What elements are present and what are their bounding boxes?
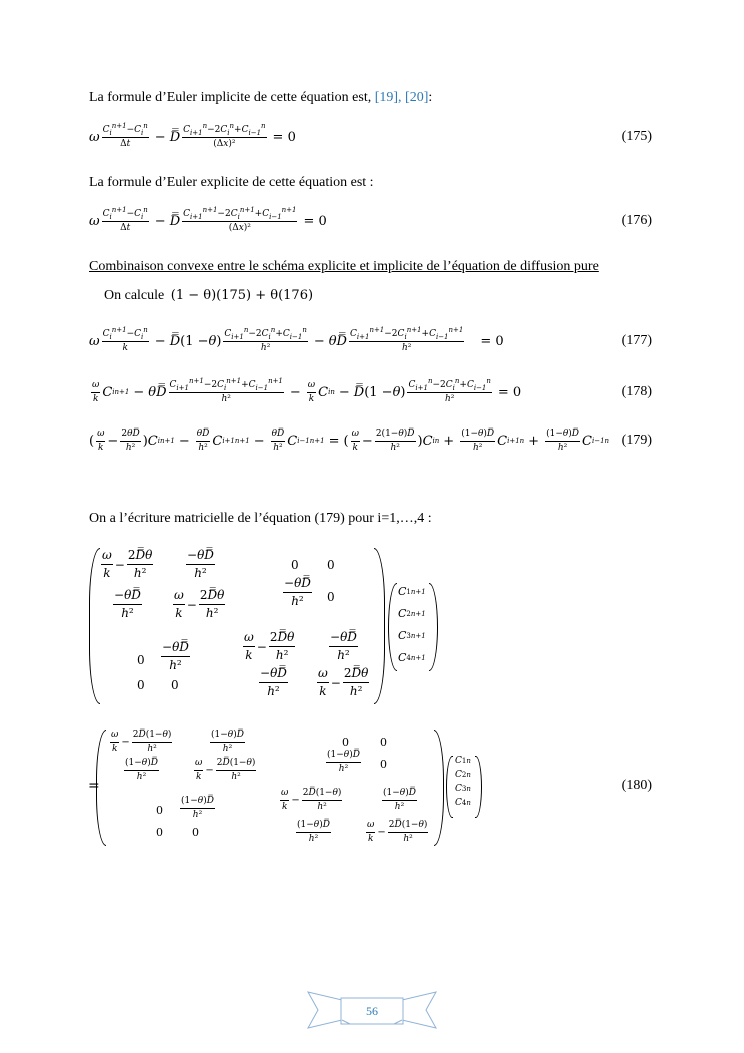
rhs-matrix: $\frac{\omega}{k}$ − $\frac{2D̿(1-\theta)}{\text{h²}}$ $\frac{(1-\theta)D̿}{\text{h²}}$ 0 0 $\frac{(1-\theta)D̿}{\text{h²}}$ $\frac{\omega}{k}$ − $\frac{2D̿(1-\theta)}{\text{h²}}$ $\frac{(1-\theta)D̿}{\text{h²}}$ 0 0 $\frac{(1-\theta)D̿}{\text{h²}}$ $\frac{\omega}{k}$ − $\frac{2D̿(1-\theta)}{\text{h²}}$ $\frac{(1-\theta)D̿}{\text{h²}}$ 0 0 $\frac{(1-\theta)D̿}{\text{h²}}$ $\frac{\omega}{k}$ − $\frac{2D̿(1-\theta)}{\text{h²}}$ — [96, 730, 444, 846]
equation-number: (177) — [621, 333, 652, 348]
implicit-intro: La formule d’Euler implicite de cette équation est, [19], [20]: — [89, 90, 433, 105]
equation-178 — [89, 372, 652, 412]
calc-expression: (1 − θ)(175) + θ(176) — [170, 288, 314, 303]
equation-176-body: ω $\frac{C_i^{n+1}-C_i^n}{\Delta t}$ − D̿ $\frac{C_{i+1}^{n+1}-2C_i^{n+1}+C_{i-1}^{n+1}}{\text{(Δx)²}}$ = 0 — [89, 205, 327, 233]
equation-number: (179) — [621, 433, 652, 448]
lhs-matrix: $\frac{\omega}{k}$ − $\frac{2D̿\theta}{\text{h²}}$ $\frac{-\theta D̿}{\text{h²}}$ 0 0 $\frac{-\theta D̿}{\text{h²}}$ $\frac{\omega}{k}$ − $\frac{2D̿\theta}{\text{h²}}$ $\frac{-\theta D̿}{\text{h²}}$ 0 0 $\frac{-\theta D̿}{\text{h²}}$ $\frac{\omega}{k}$ − $\frac{2D̿\theta}{\text{h²}}$ $\frac{-\theta D̿}{\text{h²}}$ 0 0 $\frac{-\theta D̿}{\text{h²}}$ $\frac{\omega}{k}$ − $\frac{2D̿\theta}{\text{h²}}$ — [89, 548, 385, 704]
equation-179 — [89, 421, 652, 461]
equation-176 — [89, 201, 652, 241]
equation-177 — [89, 321, 652, 361]
section-heading: Combinaison convexe entre le schéma explicite et implicite de l’équation de diffusion pure — [89, 259, 599, 274]
rhs-vector: C 1 n C 2 n C 3 n C 4 n — [446, 756, 482, 818]
explicit-intro: La formule d’Euler explicite de cette équation est : — [89, 175, 374, 190]
equation-175-body: ω $\frac{C_i^{n+1}-C_i^n}{\Delta t}$ − D̿ $\frac{C_{i+1}^n-2C_i^n+C_{i-1}^n}{\text{(Δx)²}}$ = 0 — [89, 121, 296, 149]
matrix-intro: On a l’écriture matricielle de l’équation (179) pour i=1,…,4 : — [89, 511, 432, 526]
equation-179-body: ( $\frac{\omega}{k}$ − $\frac{2\theta D̿}{\text{h²}}$ ) C i n+1 − $\frac{\theta D̿}{\text{h²}}$ C i+1 n+1 − $\frac{\theta D̿}{\text{h²}}$ C i−1 n+1 = ( $\frac{\omega}{k}$ − $\frac{2(1-\theta)D̿}{\text{h²}}$ ) C i n + $\frac{(1-\theta)D̿}{\text{h²}}$ C i+1 n + $\frac{(1-\theta)D̿}{\text{h²}}$ C i−1 n — [89, 428, 610, 453]
equation-number: (176) — [621, 213, 652, 228]
equals-sign: = — [88, 778, 100, 794]
equation-177-body: ω $\frac{C_i^{n+1}-C_i^n}{k}$ − D̿ (1 − θ ) $\frac{C_{i+1}^n-2C_i^n+C_{i-1}^n}{\text{h²}}$ − θD̿ $\frac{C_{i+1}^{n+1}-2C_i^{n+1}+C_{i-1}^{n+1}}{\text{h²}}$ = 0 — [89, 325, 504, 353]
calc-intro: On calcule (1 − θ)(175) + θ(176) — [104, 288, 314, 303]
equation-175 — [89, 117, 652, 157]
equation-number: (175) — [621, 129, 652, 144]
equation-number: (180) — [621, 778, 652, 793]
page-number: 56 — [366, 1004, 378, 1018]
citation-link[interactable]: [19], [20] — [374, 90, 429, 105]
equation-number: (178) — [621, 384, 652, 399]
lhs-vector: C 1 n+1 C 2 n+1 C 3 n+1 C 4 n+1 — [388, 583, 438, 671]
equation-178-body: $\frac{\omega}{k}$ C i n+1 − θD̿ $\frac{C_{i+1}^{n+1}-2C_i^{n+1}+C_{i-1}^{n+1}}{\text{h²}}$ − $\frac{\omega}{k}$ C i n − D̿ (1 − θ ) $\frac{C_{i+1}^n-2C_i^n+C_{i-1}^n}{\text{h²}}$ = 0 — [92, 376, 522, 404]
